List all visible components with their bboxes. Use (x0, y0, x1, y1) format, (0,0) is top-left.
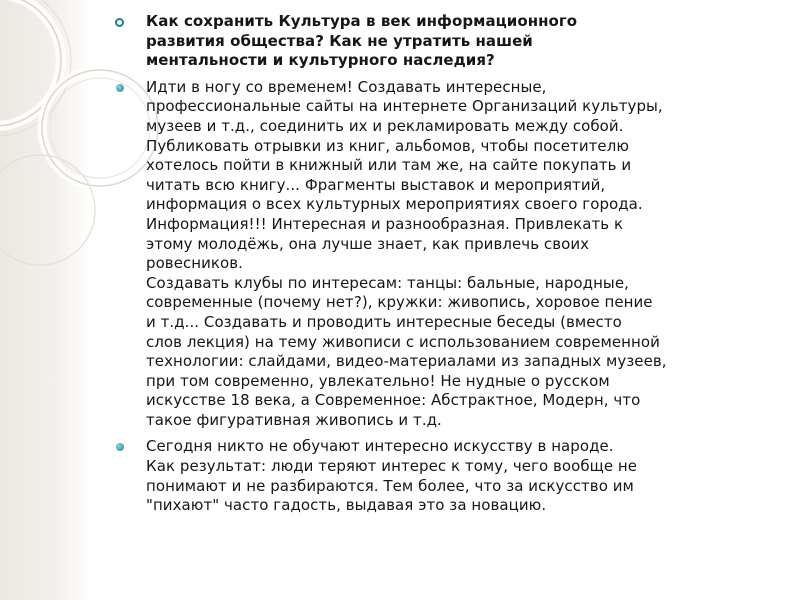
bullet-list (110, 12, 760, 523)
text-line: такое фигуративная живопись и т.д. (146, 410, 442, 429)
bullet-marker-icon (114, 17, 125, 28)
text-line: Как результат: люди теряют интерес к тому, чего вообще не (146, 457, 638, 476)
text-line: слов лекция) на тему живописи с использованием современной (146, 332, 660, 351)
bullet-marker-icon (116, 443, 124, 451)
text-line: Сегодня никто не обучают интересно искусству в народе. (146, 437, 614, 456)
text-line: этому молодёжь, она лучше знает, как привлечь своих (146, 234, 590, 253)
text-line: профессиональные сайты на интернете Организаций культуры, (146, 97, 663, 116)
text-line: при том современно, увлекательно! Не нудные о русском (146, 371, 610, 390)
bullet-marker-icon (116, 84, 124, 92)
decorative-ring (0, 0, 61, 126)
bullet-item (110, 12, 760, 71)
text-line: понимают и не разбираются. Тем более, что за искусство им (146, 476, 634, 495)
text-line: развития общества? Как не утратить нашей (146, 31, 533, 50)
text-line: информация о всех культурных мероприятиях своего города. (146, 195, 643, 214)
text-line: "пихают" часто гадость, выдавая это за новацию. (146, 496, 547, 515)
text-line: Создавать клубы по интересам: танцы: бальные, народные, (146, 273, 629, 292)
bullet-question-text (146, 12, 760, 71)
text-line: хотелось пойти в книжный или там же, на сайте покупать и (146, 156, 632, 175)
text-line: Публиковать отрывки из книг, альбомов, чтобы посетителю (146, 136, 630, 155)
text-line: искусстве 18 века, а Современное: Абстрактное, Модерн, что (146, 391, 641, 410)
bullet-proposals-text (146, 78, 760, 431)
text-line: и т.д... Создавать и проводить интересные беседы (вместо (146, 312, 622, 331)
text-line: Идти в ногу со временем! Создавать интересные, (146, 77, 547, 96)
bullet-conclusion-text (146, 437, 760, 515)
text-line: ментальности и культурного наследия? (146, 51, 495, 70)
text-line: музеев и т.д., соединить их и рекламировать между собой. (146, 116, 624, 135)
text-line: технологии: слайдами, видео-материалами из западных музеев, (146, 352, 667, 371)
text-line: Информация!!! Интересная и разнообразная. Привлекать к (146, 214, 624, 233)
text-line: ровесников. (146, 254, 243, 273)
bullet-item (110, 78, 760, 431)
decorative-ring (0, 155, 95, 265)
text-line: Как сохранить Культура в век информационного (146, 12, 578, 30)
text-line: современные (почему нет?), кружки: живопись, хоровое пение (146, 293, 653, 312)
text-line: читать всю книгу... Фрагменты выставок и мероприятий, (146, 175, 606, 194)
bullet-item (110, 437, 760, 515)
